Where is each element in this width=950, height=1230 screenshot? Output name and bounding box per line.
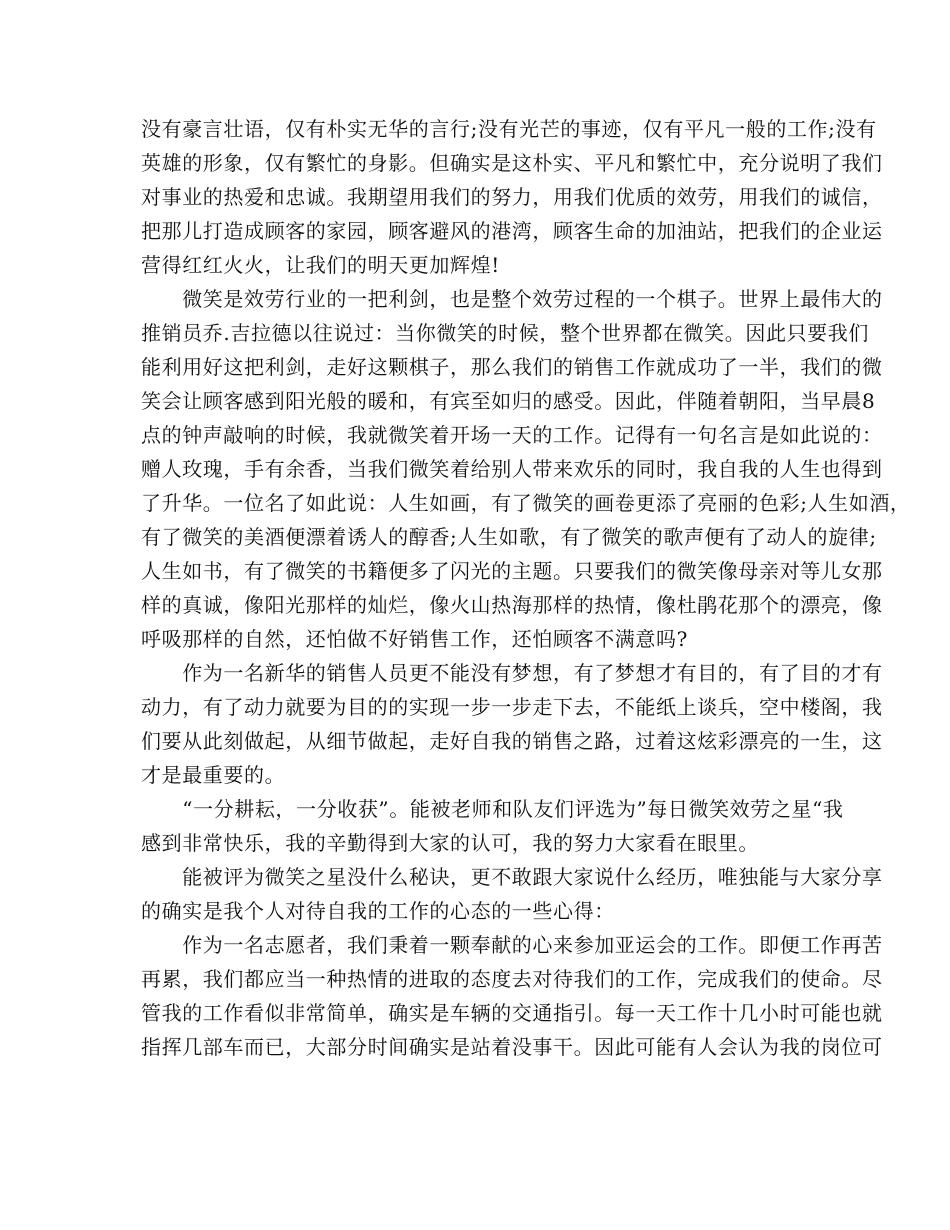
text-line: 作为一名新华的销售人员更不能没有梦想，有了梦想才有目的，有了目的才有 xyxy=(141,661,883,685)
text-line: “一分耕耘，一分收获”。能被老师和队友们评选为”每日微笑效劳之星“我 xyxy=(141,797,844,821)
text-line: 感到非常快乐，我的辛勤得到大家的认可，我的努力大家看在眼里。 xyxy=(141,831,759,855)
text-line: 英雄的形象，仅有繁忙的身影。但确实是这朴实、平凡和繁忙中，充分说明了我们 xyxy=(141,151,883,175)
text-line: 再累，我们都应当一种热情的进取的态度去对待我们的工作，完成我们的使命。尽 xyxy=(141,967,883,991)
text-line: 对事业的热爱和忠诚。我期望用我们的努力，用我们优质的效劳，用我们的诚信， xyxy=(141,185,883,209)
text-line: 点的钟声敲响的时候，我就微笑着开场一天的工作。记得有一句名言是如此说的： xyxy=(141,423,883,447)
text-line: 呼吸那样的自然，还怕做不好销售工作，还怕顾客不满意吗? xyxy=(141,627,688,651)
document-body xyxy=(141,112,911,1064)
text-line: 才是最重要的。 xyxy=(141,763,286,787)
text-line: 的确实是我个人对待自我的工作的心态的一些心得： xyxy=(141,899,615,923)
text-line: 动力，有了动力就要为目的的实现一步一步走下去，不能纸上谈兵，空中楼阁，我 xyxy=(141,695,883,719)
text-line: 微笑是效劳行业的一把利剑，也是整个效劳过程的一个棋子。世界上最伟大的 xyxy=(141,287,883,311)
text-line: 赠人玫瑰，手有余香，当我们微笑着给别人带来欢乐的同时，我自我的人生也得到 xyxy=(141,457,883,481)
text-line: 们要从此刻做起，从细节做起，走好自我的销售之路，过着这炫彩漂亮的一生，这 xyxy=(141,729,883,753)
text-line: 推销员乔.吉拉德以往说过：当你微笑的时候，整个世界都在微笑。因此只要我们 xyxy=(141,321,869,345)
text-line: 有了微笑的美酒便漂着诱人的醇香;人生如歌，有了微笑的歌声便有了动人的旋律; xyxy=(141,525,877,549)
text-line: 没有豪言壮语，仅有朴实无华的言行;没有光芒的事迹，仅有平凡一般的工作;没有 xyxy=(141,117,877,141)
text-line: 能被评为微笑之星没什么秘诀，更不敢跟大家说什么经历，唯独能与大家分享 xyxy=(141,865,883,889)
text-line: 了升华。一位名了如此说：人生如画，有了微笑的画卷更添了亮丽的色彩;人生如酒， xyxy=(141,491,911,515)
text-line: 能利用好这把利剑，走好这颗棋子，那么我们的销售工作就成功了一半，我们的微 xyxy=(141,355,883,379)
text-line: 人生如书，有了微笑的书籍便多了闪光的主题。只要我们的微笑像母亲对等儿女那 xyxy=(141,559,883,583)
text-line: 管我的工作看似非常简单，确实是车辆的交通指引。每一天工作十几小时可能也就 xyxy=(141,1001,883,1025)
text-line: 笑会让顾客感到阳光般的暖和，有宾至如归的感受。因此，伴随着朝阳，当早晨8 xyxy=(141,389,876,413)
text-line: 作为一名志愿者，我们秉着一颗奉献的心来参加亚运会的工作。即便工作再苦 xyxy=(141,933,883,957)
text-line: 营得红红火火，让我们的明天更加辉煌! xyxy=(141,253,500,277)
text-line: 样的真诚，像阳光那样的灿烂，像火山热海那样的热情，像杜鹃花那个的漂亮，像 xyxy=(141,593,883,617)
text-line: 把那儿打造成顾客的家园，顾客避风的港湾，顾客生命的加油站，把我们的企业运 xyxy=(141,219,883,243)
text-line: 指挥几部车而已，大部分时间确实是站着没事干。因此可能有人会认为我的岗位可 xyxy=(141,1035,883,1059)
